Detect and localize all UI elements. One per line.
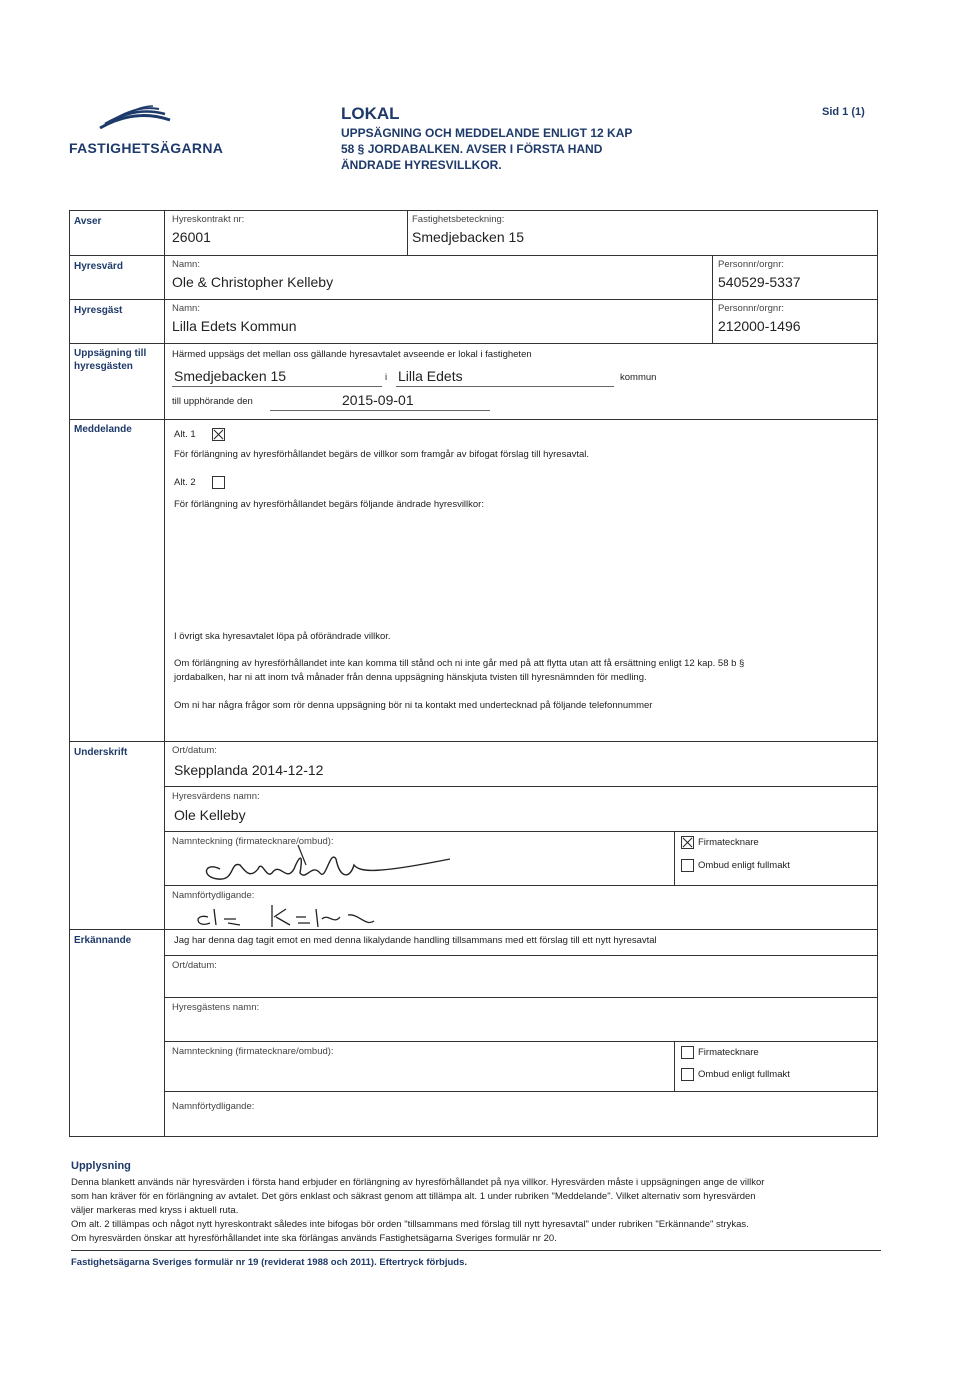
landlord-proxy-checkbox[interactable] — [681, 859, 694, 872]
section-meddelande: Meddelande — [74, 424, 132, 435]
acknowledgement-statement: Jag har denna dag tagit emot en med denna likalydande handling tillsammans med ett förslag till ett nytt hyresavtal — [174, 935, 657, 946]
ack-clarification-label: Namnförtydligande: — [172, 1101, 255, 1112]
section-avser: Avser — [74, 216, 102, 227]
ack-firm-checkbox[interactable] — [681, 1046, 694, 1059]
landlord-firm-label: Firmatecknare — [698, 837, 759, 848]
alt2-label: Alt. 2 — [174, 477, 196, 488]
termination-i-word: i — [385, 372, 388, 383]
section-underskrift: Underskrift — [74, 747, 128, 758]
landlord-name-value[interactable]: Ole & Christopher Kelleby — [172, 274, 334, 290]
landlord-firm-checkbox[interactable] — [681, 836, 694, 849]
termination-date[interactable]: 2015-09-01 — [342, 392, 414, 408]
logo-wave-icon — [95, 100, 175, 136]
alt1-text: För förlängning av hyresförhållandet begärs de villkor som framgår av bifogat förslag till hyresavtal. — [174, 449, 590, 460]
info-heading: Upplysning — [71, 1160, 131, 1172]
section-hyresvard: Hyresvärd — [74, 261, 123, 272]
footer-text: Fastighetsägarna Sveriges formulär nr 19 (reviderat 1988 och 2011). Eftertryck förbjuds. — [71, 1257, 467, 1268]
alt2-checkbox[interactable] — [212, 476, 225, 489]
contact-text: Om ni har några frågor som rör denna uppsägning bör ni ta kontakt med undertecknad på följande telefonnummer — [174, 700, 653, 711]
contract-value[interactable]: 26001 — [172, 229, 211, 245]
info-para1-line2: som han kräver för en förlängning av avtalet. Det görs enklast och säkrast genom att tillämpa alt. 1 under rubriken "Meddelande". Vilket alternativ som hyresvärden — [71, 1191, 756, 1202]
sign-place-label: Ort/datum: — [172, 745, 217, 756]
tenant-id-value[interactable]: 212000-1496 — [718, 318, 801, 334]
logo-text: FASTIGHETSÄGARNA — [69, 140, 224, 156]
landlord-signature-label: Namnteckning (firmatecknare/ombud): — [172, 836, 334, 847]
termination-municipality[interactable]: Lilla Edets — [398, 368, 463, 384]
info-para1-line1: Denna blankett används när hyresvärden i första hand erbjuder en förlängning av hyresförhållandet på nya villkor. Hyresvärden måste i uppsägningen ange de villkor — [71, 1177, 765, 1188]
form-subtitle-2: 58 § JORDABALKEN. AVSER I FÖRSTA HAND — [341, 142, 603, 156]
ack-proxy-label: Ombud enligt fullmakt — [698, 1069, 790, 1080]
landlord-name-label: Namn: — [172, 259, 200, 270]
notice-line-1: Om förlängning av hyresförhållandet inte kan komma till stånd och ni inte går med på att flytta utan att få ersättning enligt 12 kap. 58 b § — [174, 658, 745, 669]
footer-divider — [71, 1250, 881, 1251]
ack-firm-label: Firmatecknare — [698, 1047, 759, 1058]
page-number: Sid 1 (1) — [822, 106, 865, 118]
termination-until-label: till upphörande den — [172, 396, 253, 407]
section-erkannande: Erkännande — [74, 935, 132, 946]
landlord-id-value[interactable]: 540529-5337 — [718, 274, 801, 290]
tenant-name-label: Namn: — [172, 303, 200, 314]
alt2-text: För förlängning av hyresförhållandet begärs följande ändrade hyresvillkor: — [174, 499, 484, 510]
section-hyresgast: Hyresgäst — [74, 305, 123, 316]
ack-proxy-checkbox[interactable] — [681, 1068, 694, 1081]
landlord-proxy-label: Ombud enligt fullmakt — [698, 860, 790, 871]
section-uppsagning-2: hyresgästen — [74, 361, 133, 372]
termination-intro: Härmed uppsägs det mellan oss gällande hyresavtalet avseende er lokal i fastigheten — [172, 349, 532, 360]
form-subtitle-1: UPPSÄGNING OCH MEDDELANDE ENLIGT 12 KAP — [341, 126, 633, 140]
property-label: Fastighetsbeteckning: — [412, 214, 505, 225]
landlord-id-label: Personnr/orgnr: — [718, 259, 785, 270]
other-terms-text: I övrigt ska hyresavtalet löpa på oförändrade villkor. — [174, 631, 391, 642]
logo — [95, 100, 175, 136]
termination-property[interactable]: Smedjebacken 15 — [174, 368, 287, 384]
termination-kommun-word: kommun — [620, 372, 657, 383]
ack-place-label: Ort/datum: — [172, 960, 217, 971]
landlord-sign-name-value[interactable]: Ole Kelleby — [174, 807, 246, 823]
sign-place-value[interactable]: Skepplanda 2014-12-12 — [174, 762, 324, 778]
landlord-signature — [180, 839, 460, 885]
landlord-clarification-signature — [188, 899, 408, 929]
form-frame — [69, 210, 878, 1137]
landlord-sign-name-label: Hyresvärdens namn: — [172, 791, 260, 802]
alt1-label: Alt. 1 — [174, 429, 196, 440]
ack-tenant-name-label: Hyresgästens namn: — [172, 1002, 260, 1013]
form-title: LOKAL — [341, 104, 400, 123]
form-subtitle-3: ÄNDRADE HYRESVILLKOR. — [341, 158, 502, 172]
info-para3: Om hyresvärden önskar att hyresförhållandet inte ska förlängas används Fastighetsägarna Sveriges formulär nr 20. — [71, 1233, 557, 1244]
info-para2: Om alt. 2 tillämpas och något nytt hyreskontrakt således inte bifogas bör orden "tillsammans med förslag till nytt hyresavtal" under rubriken "Erkännande" strykas. — [71, 1219, 749, 1230]
contract-label: Hyreskontrakt nr: — [172, 214, 245, 225]
ack-signature-label: Namnteckning (firmatecknare/ombud): — [172, 1046, 334, 1057]
info-para1-line3: väljer markeras med kryss i aktuell ruta. — [71, 1205, 239, 1216]
property-value[interactable]: Smedjebacken 15 — [412, 229, 525, 245]
tenant-name-value[interactable]: Lilla Edets Kommun — [172, 318, 297, 334]
section-uppsagning-1: Uppsägning till — [74, 348, 147, 359]
alt1-checkbox[interactable] — [212, 428, 225, 441]
notice-line-2: jordabalken, har ni att inom två månader från denna uppsägning hänskjuta tvisten till hyresnämnden för medling. — [174, 672, 647, 683]
tenant-id-label: Personnr/orgnr: — [718, 303, 785, 314]
landlord-clarification-label: Namnförtydligande: — [172, 890, 255, 901]
alt2-terms-area[interactable] — [170, 516, 870, 626]
